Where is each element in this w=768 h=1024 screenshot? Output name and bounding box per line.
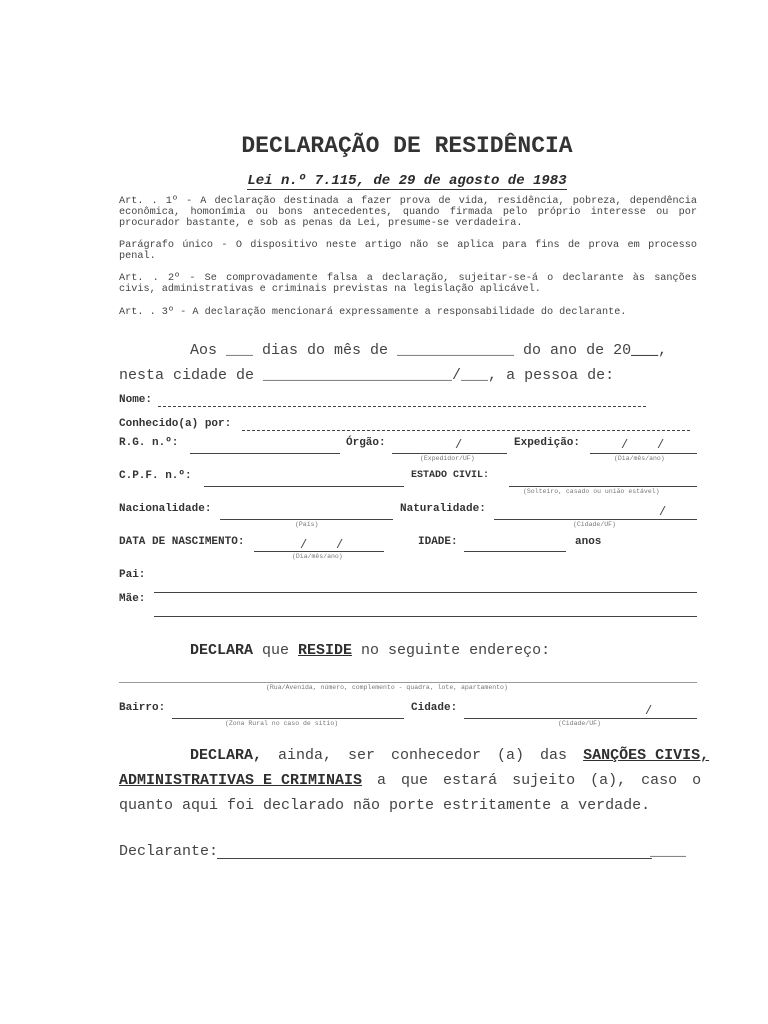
nacionalidade-label: Nacionalidade: bbox=[119, 503, 212, 515]
article-2: Art. . 2º - Se comprovadamente falsa a declaração, sujeitar-se-á o declarante às sanções civis, administrativas e criminais previstas na legislação aplicável. bbox=[119, 273, 697, 295]
intro-line-2: nesta cidade de _____________________/___, a pessoa de: bbox=[119, 367, 615, 384]
administrativas-criminais: ADMINISTRATIVAS E CRIMINAIS bbox=[119, 772, 363, 789]
cidade-field[interactable] bbox=[464, 718, 697, 719]
intro-line-1 bbox=[190, 342, 667, 359]
declara-comma-word: DECLARA, bbox=[190, 747, 263, 764]
nome-field[interactable] bbox=[158, 406, 646, 407]
hint-expedidor: (Expedidor/UF) bbox=[420, 455, 475, 462]
law-reference: Lei n.º 7.115, de 29 de agosto de 1983 bbox=[247, 173, 567, 189]
orgao-slash: / bbox=[455, 438, 463, 452]
expedicao-slash-2: / bbox=[657, 438, 665, 452]
declara-reside-line bbox=[190, 642, 550, 659]
document-title: DECLARAÇÃO DE RESIDÊNCIA bbox=[241, 133, 573, 159]
idade-label: IDADE: bbox=[418, 536, 458, 548]
declara-que: que bbox=[253, 642, 299, 659]
hint-estado-civil: (Solteiro, casado ou união estável) bbox=[523, 488, 660, 495]
bairro-label: Bairro: bbox=[119, 702, 166, 714]
nascimento-field[interactable] bbox=[254, 551, 384, 552]
intro-comma: , bbox=[658, 342, 668, 359]
pai-label: Pai: bbox=[119, 569, 146, 581]
estado-civil-field[interactable] bbox=[509, 486, 697, 487]
declarante-label: Declarante: bbox=[119, 843, 219, 860]
hint-cidade-2: (Cidade/UF) bbox=[558, 720, 601, 727]
cpf-field[interactable] bbox=[204, 486, 404, 487]
cidade-label: Cidade: bbox=[411, 702, 458, 714]
hint-cidade-1: (Cidade/UF) bbox=[573, 521, 616, 528]
document-subtitle bbox=[0, 173, 768, 189]
naturalidade-label: Naturalidade: bbox=[400, 503, 486, 515]
naturalidade-slash: / bbox=[659, 505, 667, 519]
rg-label: R.G. n.º: bbox=[119, 437, 179, 449]
declara-sancoes-line-2 bbox=[119, 768, 701, 793]
declara-ainda-text: ainda, ser conhecedor (a) das bbox=[262, 747, 584, 764]
endereco-field[interactable] bbox=[119, 682, 697, 683]
reside-word: RESIDE bbox=[298, 642, 353, 659]
nascimento-slash-2: / bbox=[336, 538, 344, 552]
conhecido-label: Conhecido(a) por: bbox=[119, 418, 232, 430]
mae-field[interactable] bbox=[154, 616, 697, 617]
nascimento-label: DATA DE NASCIMENTO: bbox=[119, 536, 245, 548]
nascimento-slash-1: / bbox=[300, 538, 308, 552]
orgao-label: Órgão: bbox=[346, 437, 386, 449]
article-3: Art. . 3º - A declaração mencionará expressamente a responsabilidade do declarante. bbox=[119, 307, 627, 318]
declara-sancoes-line-1 bbox=[190, 743, 709, 768]
declara-sancoes-line-3: quanto aqui foi declarado não porte estritamente a verdade. bbox=[119, 797, 651, 814]
declarante-line-end: ____ bbox=[650, 843, 687, 860]
cpf-label: C.P.F. n.º: bbox=[119, 470, 192, 482]
naturalidade-field[interactable] bbox=[494, 519, 697, 520]
bairro-field[interactable] bbox=[172, 718, 404, 719]
estado-civil-label: ESTADO CIVIL: bbox=[411, 470, 490, 481]
declara-word: DECLARA bbox=[190, 642, 254, 659]
anos-label: anos bbox=[575, 536, 602, 548]
intro-date-text: Aos ___ dias do mês de _____________ do ano de 20 bbox=[190, 342, 632, 359]
declarante-signature-field[interactable] bbox=[217, 858, 652, 859]
article-1: Art. . 1º - A declaração destinada a fazer prova de vida, residência, pobreza, dependência econômica, homonímia ou bons antecedentes, quando firmada pelo próprio interesse ou por procurador bastante, e sob as penas da Lei, presume-se verdadeira. bbox=[119, 196, 697, 229]
expedicao-label: Expedição: bbox=[514, 437, 581, 449]
mae-label: Mãe: bbox=[119, 593, 146, 605]
intro-year-blank[interactable]: ___ bbox=[631, 342, 659, 359]
paragraph-unico: Parágrafo único - O dispositivo neste artigo não se aplica para fins de prova em processo penal. bbox=[119, 240, 697, 262]
expedicao-slash-1: / bbox=[621, 438, 629, 452]
declara-endereco-text: no seguinte endereço: bbox=[352, 642, 551, 659]
nacionalidade-field[interactable] bbox=[220, 519, 393, 520]
idade-field[interactable] bbox=[464, 551, 566, 552]
hint-rua: (Rua/Avenida, número, complemento - quadra, lote, apartamento) bbox=[266, 684, 508, 691]
expedicao-field[interactable] bbox=[590, 453, 697, 454]
sujeito-text: a que estará sujeito (a), caso o bbox=[362, 772, 702, 789]
orgao-field[interactable] bbox=[392, 453, 507, 454]
rg-field[interactable] bbox=[190, 453, 340, 454]
hint-dia-2: (Dia/mês/ano) bbox=[292, 553, 343, 560]
hint-zona-rural: (Zona Rural no caso de sítio) bbox=[225, 720, 339, 727]
conhecido-field[interactable] bbox=[242, 430, 690, 431]
pai-field[interactable] bbox=[154, 592, 697, 593]
sancoes-civis: SANÇÕES CIVIS, bbox=[583, 747, 710, 764]
cidade-slash: / bbox=[645, 704, 653, 718]
nome-label: Nome: bbox=[119, 394, 153, 406]
hint-dia-1: (Dia/mês/ano) bbox=[614, 455, 665, 462]
hint-pais: (País) bbox=[295, 521, 319, 528]
